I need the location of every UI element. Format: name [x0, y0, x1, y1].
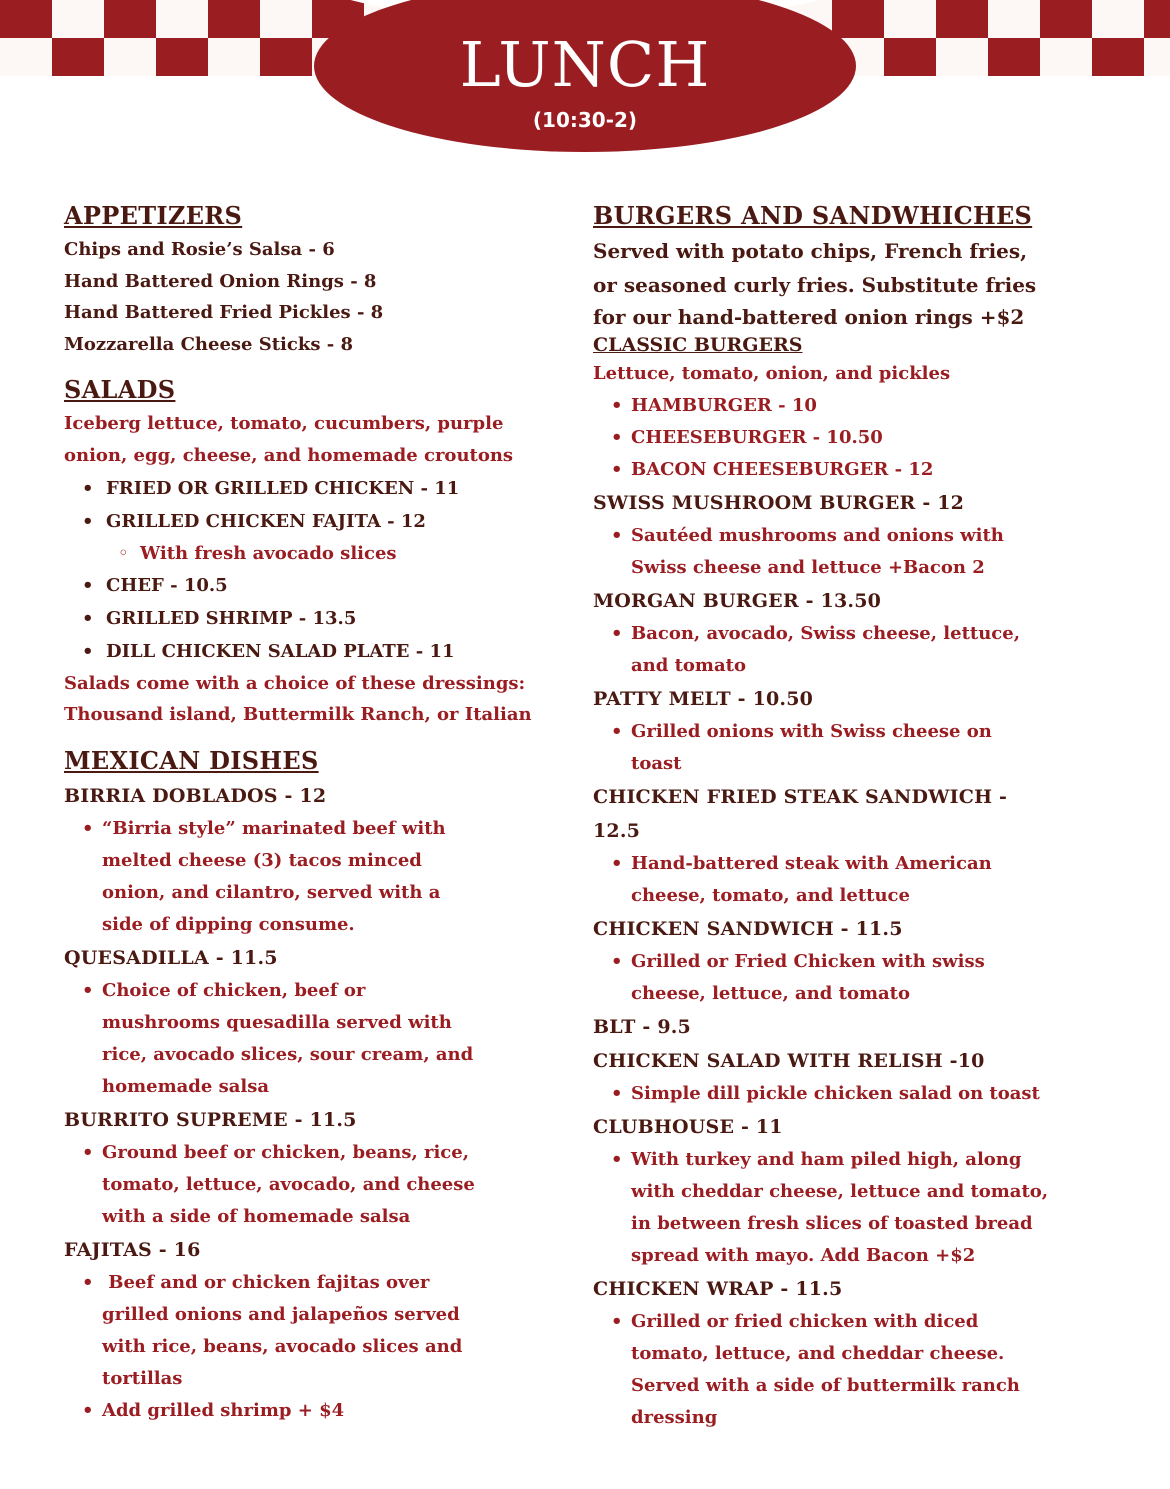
- salad-item: • CHEF - 10.5: [64, 569, 564, 602]
- classic-burger-item: • BACON CHEESEBURGER - 12: [593, 454, 1153, 486]
- appetizer-item: Hand Battered Onion Rings - 8: [64, 270, 377, 292]
- sandwich-name: CLUBHOUSE - 11: [593, 1115, 783, 1138]
- dish-name: QUESADILLA - 11.5: [64, 946, 278, 969]
- left-column: [64, 200, 564, 1427]
- sandwich-name: PATTY MELT - 10.50: [593, 687, 814, 710]
- section-heading-appetizers: APPETIZERS: [64, 201, 243, 230]
- salad-list: [64, 472, 564, 538]
- burgers-intro-line: Served with potato chips, French fries,: [593, 239, 1028, 263]
- sandwich-description-text: • With turkey and ham piled high, along with cheddar cheese, lettuce and tomato, in between fresh slices of toasted bread spread with mayo. Add Bacon +$2: [593, 1144, 1153, 1272]
- section-heading-mexican: MEXICAN DISHES: [64, 745, 319, 775]
- salad-item: • GRILLED SHRIMP - 13.5: [64, 602, 564, 635]
- dish-name: BURRITO SUPREME - 11.5: [64, 1108, 357, 1131]
- sandwich-description-text: • Grilled or fried chicken with diced tomato, lettuce, and cheddar cheese. Served with a side of buttermilk ranch dressing: [593, 1306, 1153, 1434]
- classic-burgers-heading: CLASSIC BURGERS: [593, 334, 803, 356]
- dish-description-text: • Choice of chicken, beef or mushrooms quesadilla served with rice, avocado slices, sour cream, and homemade salsa: [64, 975, 564, 1103]
- classic-burgers-desc: Lettuce, tomato, onion, and pickles: [593, 363, 951, 384]
- right-column: [593, 200, 1153, 1434]
- burgers-intro-line: or seasoned curly fries. Substitute fries: [593, 273, 1037, 297]
- salad-list: [64, 569, 564, 668]
- salad-sublist: [64, 538, 564, 569]
- sandwich-name: CHICKEN SANDWICH - 11.5: [593, 917, 903, 940]
- dish-description: [64, 1267, 564, 1427]
- sandwich-name: MORGAN BURGER - 13.50: [593, 589, 882, 612]
- sandwich-description-text: • Hand-battered steak with American cheese, tomato, and lettuce: [593, 848, 1153, 912]
- lunch-hours: (10:30-2): [532, 108, 638, 132]
- classic-burger-item: • CHEESEBURGER - 10.50: [593, 422, 1153, 454]
- sandwich-name: CHICKEN FRIED STEAK SANDWICH -: [593, 785, 1008, 808]
- dish-description-text: • “Birria style” marinated beef with melted cheese (3) tacos minced onion, and cilantro, served with a side of dipping consume.: [64, 813, 564, 941]
- sandwich-description: [593, 520, 1153, 584]
- classic-burger-list: [593, 390, 1153, 486]
- dish-description-text: • Beef and or chicken fajitas over grilled onions and jalapeños served with rice, beans, avocado slices and tortillas: [64, 1267, 564, 1395]
- page-title: LUNCH: [459, 28, 711, 101]
- dressing-note: Salads come with a choice of these dressings:: [64, 672, 526, 694]
- dish-description: [64, 813, 564, 941]
- sandwich-price: 12.5: [593, 819, 641, 842]
- salads-intro-line: onion, egg, cheese, and homemade croutons: [64, 444, 514, 466]
- sandwich-description-text: • Grilled or Fried Chicken with swiss cheese, lettuce, and tomato: [593, 946, 1153, 1010]
- sandwich-description-text: • Grilled onions with Swiss cheese on toast: [593, 716, 1153, 780]
- appetizer-list: [64, 234, 564, 360]
- dressing-note: Thousand island, Buttermilk Ranch, or Italian: [64, 704, 532, 726]
- sandwich-name: CHICKEN SALAD WITH RELISH -10: [593, 1049, 985, 1072]
- dish-addon: • Add grilled shrimp + $4: [64, 1395, 564, 1427]
- salads-intro-line: Iceberg lettuce, tomato, cucumbers, purple: [64, 413, 504, 435]
- burgers-intro-line: for our hand-battered onion rings +$2: [593, 305, 1025, 329]
- salad-item: • FRIED OR GRILLED CHICKEN - 11: [64, 472, 564, 505]
- sandwich-description: [593, 946, 1153, 1010]
- section-heading-salads: SALADS: [64, 375, 176, 405]
- section-heading-burgers: BURGERS AND SANDWHICHES: [593, 201, 1033, 230]
- sandwich-name: BLT - 9.5: [593, 1015, 691, 1038]
- dish-name: FAJITAS - 16: [64, 1238, 201, 1261]
- sandwich-description: [593, 1144, 1153, 1272]
- appetizer-item: Hand Battered Fried Pickles - 8: [64, 302, 384, 324]
- salad-item: • GRILLED CHICKEN FAJITA - 12: [64, 505, 564, 538]
- salad-subitem: ◦ With fresh avocado slices: [64, 538, 564, 569]
- classic-burger-item: • HAMBURGER - 10: [593, 390, 1153, 422]
- dish-name: BIRRIA DOBLADOS - 12: [64, 784, 327, 807]
- sandwich-description-text: • Bacon, avocado, Swiss cheese, lettuce, and tomato: [593, 618, 1153, 682]
- sandwich-description-text: • Simple dill pickle chicken salad on toast: [593, 1078, 1153, 1110]
- sandwich-name: CHICKEN WRAP - 11.5: [593, 1277, 843, 1300]
- dish-description-text: • Ground beef or chicken, beans, rice, tomato, lettuce, avocado, and cheese with a side of homemade salsa: [64, 1137, 564, 1233]
- dish-description: [64, 975, 564, 1103]
- sandwich-description: [593, 716, 1153, 780]
- appetizer-item: Mozzarella Cheese Sticks - 8: [64, 333, 353, 355]
- salad-item: • DILL CHICKEN SALAD PLATE - 11: [64, 635, 564, 668]
- sandwich-description: [593, 618, 1153, 682]
- dish-description: [64, 1137, 564, 1233]
- sandwich-description: [593, 1306, 1153, 1434]
- appetizer-item: Chips and Rosie’s Salsa - 6: [64, 239, 335, 260]
- sandwich-description-text: • Sautéed mushrooms and onions with Swiss cheese and lettuce +Bacon 2: [593, 520, 1153, 584]
- sandwich-name: SWISS MUSHROOM BURGER - 12: [593, 491, 965, 514]
- sandwich-description: [593, 1078, 1153, 1110]
- sandwich-description: [593, 848, 1153, 912]
